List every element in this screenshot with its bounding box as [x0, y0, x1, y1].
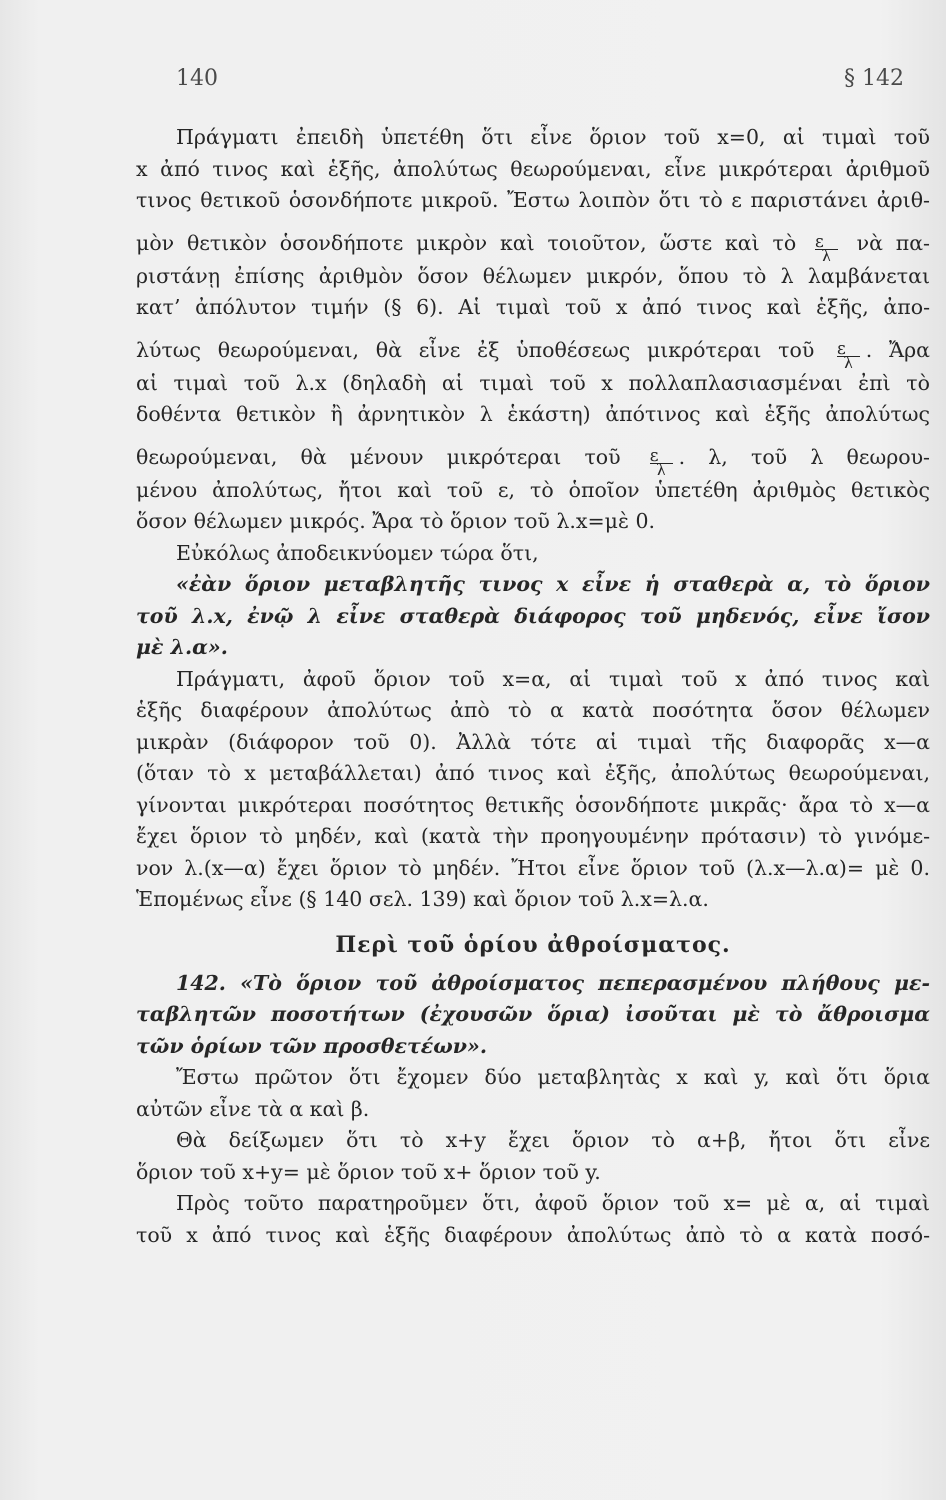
text-line: Πράγματι, ἀφοῦ ὅριον τοῦ x=α, αἱ τιμαὶ τοῦ x ἀπό τινος καὶ — [176, 666, 930, 691]
text-line: ἔχει ὅριον τὸ μηδέν, καὶ (κατὰ τὴν προηγουμένην πρότασιν) τὸ γινόμε- — [136, 824, 930, 848]
page-body — [136, 122, 930, 1251]
proposition-line: ταβλητῶν ποσοτήτων (ἐχουσῶν ὅρια) ἰσοῦται μὲ τὸ ἄθροισμα — [136, 1002, 930, 1026]
text-line-with-fraction — [136, 431, 930, 475]
text-segment: . Ἄρα — [865, 337, 930, 362]
text-line: κατ’ ἀπόλυτον τιμήν (§ 6). Αἱ τιμαὶ τοῦ x ἀπό τινος καὶ ἑξῆς, ἀπο- — [136, 295, 930, 319]
fraction-numerator: ε — [815, 231, 824, 252]
page-header — [176, 66, 904, 96]
text-line: νον λ.(x—α) ἔχει ὅριον τὸ μηδέν. Ἤτοι εἶνε ὅριον τοῦ (λ.x—λ.α)= μὲ 0. — [136, 855, 930, 880]
text-line: ὅριον τοῦ x+y= μὲ ὅριον τοῦ x+ ὅριον τοῦ y. — [136, 1159, 601, 1184]
fraction-epsilon-over-lambda — [649, 445, 673, 475]
fraction-denominator: λ — [837, 356, 860, 368]
theorem-line: τοῦ λ.x, ἐνῷ λ εἶνε σταθερὰ διάφορος τοῦ μηδενός, εἶνε ἴσον — [136, 603, 930, 628]
proposition-142 — [136, 968, 930, 1063]
text-line: μένου ἀπολύτως, ἤτοι καὶ τοῦ ε, τὸ ὁποῖον ὑπετέθη ἀριθμὸς θετικὸς — [136, 477, 930, 502]
paragraph-proof-1 — [136, 122, 930, 538]
text-line: Ἔστω πρῶτον ὅτι ἔχομεν δύο μεταβλητὰς x καὶ y, καὶ ὅτι ὅρια — [176, 1065, 930, 1089]
text-line: (ὅταν τὸ x μεταβάλλεται) ἀπό τινος καὶ ἑξῆς, ἀπολύτως θεωρούμεναι, — [136, 761, 930, 785]
section-heading: Περὶ τοῦ ὁρίου ἀθροίσματος. — [335, 931, 731, 958]
text-line: αἱ τιμαὶ τοῦ λ.x (δηλαδὴ αἱ τιμαὶ τοῦ x πολλαπλασιασμέναι ἐπὶ τὸ — [136, 370, 930, 395]
text-segment: λύτως θεωρούμεναι, θὰ εἶνε ἐξ ὑποθέσεως μικρότεραι τοῦ — [136, 337, 815, 362]
text-line: Θὰ δείξωμεν ὅτι τὸ x+y ἔχει ὅριον τὸ α+β, ἤτοι ὅτι εἶνε — [176, 1128, 930, 1152]
text-line-with-fraction — [136, 217, 930, 261]
text-segment: νὰ πα- — [856, 230, 930, 255]
section-number: § 142 — [844, 66, 904, 91]
text-line: μικρὰν (διάφορον τοῦ 0). Ἀλλὰ τότε αἱ τιμαὶ τῆς διαφορᾶς x—α — [136, 729, 930, 754]
paragraph-proof-2 — [136, 664, 930, 916]
fraction-denominator: λ — [650, 463, 673, 475]
text-line: τινος θετικοῦ ὁσονδήποτε μικροῦ. Ἔστω λοιπὸν ὅτι τὸ ε παριστάνει ἀριθ- — [136, 188, 930, 212]
theorem-line: «ἐὰν ὅριον μεταβλητῆς τινος x εἶνε ἡ σταθερὰ α, τὸ ὅριον — [176, 572, 930, 596]
fraction-epsilon-over-lambda — [815, 231, 838, 261]
text-line: Πρὸς τοῦτο παρατηροῦμεν ὅτι, ἀφοῦ ὅριον τοῦ x= μὲ α, αἱ τιμαὶ — [176, 1191, 930, 1215]
page-number: 140 — [176, 66, 218, 91]
text-line-with-fraction — [136, 324, 930, 368]
text-line: Ἑπομένως εἶνε (§ 140 σελ. 139) καὶ ὅριον τοῦ λ.x=λ.α. — [136, 887, 709, 911]
fraction-epsilon-over-lambda — [837, 338, 860, 368]
fraction-denominator: λ — [815, 249, 838, 261]
fraction-numerator: ε — [837, 338, 846, 359]
theorem-statement — [136, 569, 930, 664]
paragraph-proof-5 — [136, 1188, 930, 1251]
fraction-numerator: ε — [649, 445, 659, 466]
text-line: αὐτῶν εἶνε τὰ α καὶ β. — [136, 1096, 370, 1121]
paragraph-proof-4 — [136, 1125, 930, 1188]
theorem-line: μὲ λ.α». — [136, 635, 228, 659]
text-line: ριστάνῃ ἐπίσης ἀριθμὸν ὅσον θέλωμεν μικρόν, ὅπου τὸ λ λαμβάνεται — [136, 263, 930, 288]
text-line: γίνονται μικρότεραι ποσότητος θετικῆς ὁσονδήποτε μικρᾶς· ἄρα τὸ x—α — [136, 792, 930, 817]
text-line: ἑξῆς διαφέρουν ἀπολύτως ἀπὸ τὸ α κατὰ ποσότητα ὅσον θέλωμεν — [136, 698, 930, 722]
text-segment: θεωρούμεναι, θὰ μένουν μικρότεραι τοῦ — [136, 444, 621, 469]
text-segment: . λ, τοῦ λ θεωρου- — [678, 444, 930, 469]
text-line: τοῦ x ἀπό τινος καὶ ἑξῆς διαφέρουν ἀπολύτως ἀπὸ τὸ α κατὰ ποσό- — [136, 1222, 930, 1247]
proposition-line: 142. «Τὸ ὅριον τοῦ ἀθροίσματος πεπερασμένου πλήθους με- — [176, 970, 930, 995]
paragraph-proof-3 — [136, 1062, 930, 1125]
proposition-line: τῶν ὁρίων τῶν προσθετέων». — [136, 1033, 487, 1058]
text-segment: μὸν θετικὸν ὁσονδήποτε μικρὸν καὶ τοιοῦτον, ὥστε καὶ τὸ — [136, 230, 797, 255]
text-line: ὅσον θέλωμεν μικρός. Ἄρα τὸ ὅριον τοῦ λ.x=μὲ 0. — [136, 509, 656, 533]
text-line: δοθέντα θετικὸν ἢ ἀρνητικὸν λ ἑκάστη) ἀπότινος καὶ ἑξῆς ἀπολύτως — [136, 402, 930, 426]
text-line: Πράγματι ἐπειδὴ ὑπετέθη ὅτι εἶνε ὅριον τοῦ x=0, αἱ τιμαὶ τοῦ — [176, 125, 930, 149]
text-line: x ἀπό τινος καὶ ἑξῆς, ἀπολύτως θεωρούμεναι, εἶνε μικρότεραι ἀριθμοῦ — [136, 156, 930, 181]
text-line: Εὐκόλως ἀποδεικνύομεν τώρα ὅτι, — [176, 540, 539, 565]
